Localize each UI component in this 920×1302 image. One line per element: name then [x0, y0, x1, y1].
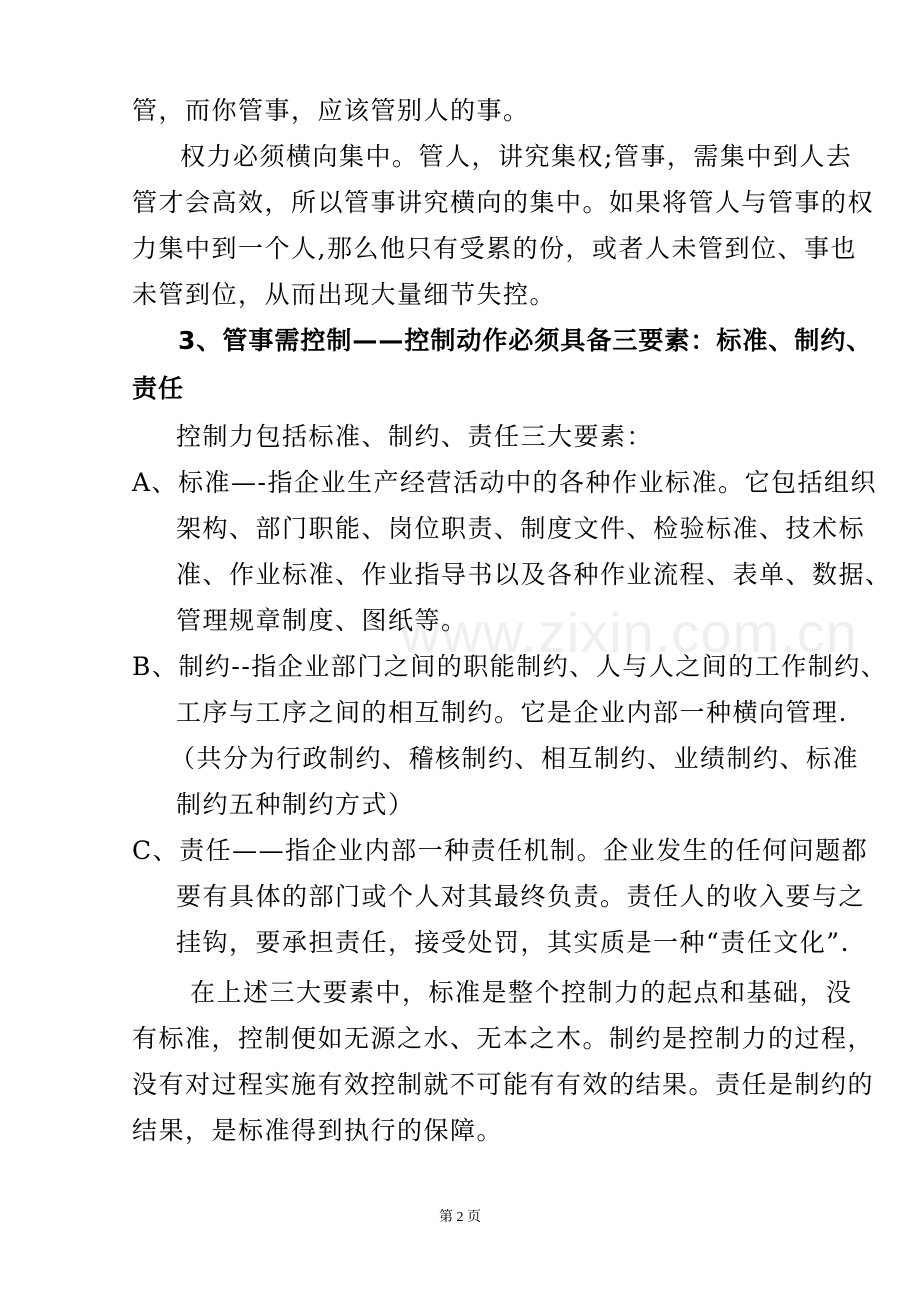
paragraph-line: 没有对过程实施有效控制就不可能有有效的结果。责任是制约的	[132, 1070, 875, 1099]
paragraph-line: 力集中到一个人,那么他只有受累的份，或者人未管到位、事也	[132, 234, 857, 263]
list-item-b: B、制约--指企业部门之间的职能制约、人与人之间的工作制约、	[132, 652, 888, 681]
list-item-b-line: （共分为行政制约、稽核制约、相互制约、业绩制约、标准	[170, 744, 860, 773]
paragraph-line: 在上述三大要素中，标准是整个控制力的起点和基础，没	[190, 978, 853, 1007]
watermark: www.zixin.com.cn	[400, 601, 858, 664]
paragraph-line: 有标准，控制便如无源之水、无本之木。制约是控制力的过程，	[132, 1024, 875, 1053]
paragraph-line: 管，而你管事，应该管别人的事。	[132, 96, 530, 125]
paragraph-line: 结果，是标准得到执行的保障。	[132, 1116, 504, 1145]
list-item-a: A、标准—-指企业生产经营活动中的各种作业标准。它包括组织	[132, 468, 878, 497]
paragraph-line: 控制力包括标准、制约、责任三大要素：	[176, 422, 654, 451]
list-item-a-line: 管理规章制度、图纸等。	[176, 606, 468, 635]
page-number: 第 2 页	[439, 1210, 481, 1225]
list-item-c-line: 要有具体的部门或个人对其最终负责。责任人的收入要与之	[176, 882, 866, 911]
section-heading: 责任	[132, 374, 185, 403]
list-item-a-line: 准、作业标准、作业指导书以及各种作业流程、表单、数据、	[176, 560, 892, 589]
paragraph-line: 管才会高效，所以管事讲究横向的集中。如果将管人与管事的权	[132, 188, 875, 217]
list-item-a-line: 架构、部门职能、岗位职责、制度文件、检验标准、技术标	[176, 514, 866, 543]
section-heading: 3、管事需控制——控制动作必须具备三要素：标准、制约、	[178, 326, 873, 355]
list-item-b-line: 制约五种制约方式）	[176, 790, 415, 819]
paragraph-line: 权力必须横向集中。管人，讲究集权;管事，需集中到人去	[180, 142, 853, 171]
list-item-c: C、责任——指企业内部一种责任机制。企业发生的任何问题都	[132, 836, 869, 865]
list-item-c-line: 挂钩，要承担责任，接受处罚，其实质是一种“责任文化”.	[176, 928, 851, 957]
list-item-b-line: 工序与工序之间的相互制约。它是企业内部一种横向管理.	[176, 698, 848, 727]
paragraph-line: 未管到位，从而出现大量细节失控。	[132, 280, 557, 309]
